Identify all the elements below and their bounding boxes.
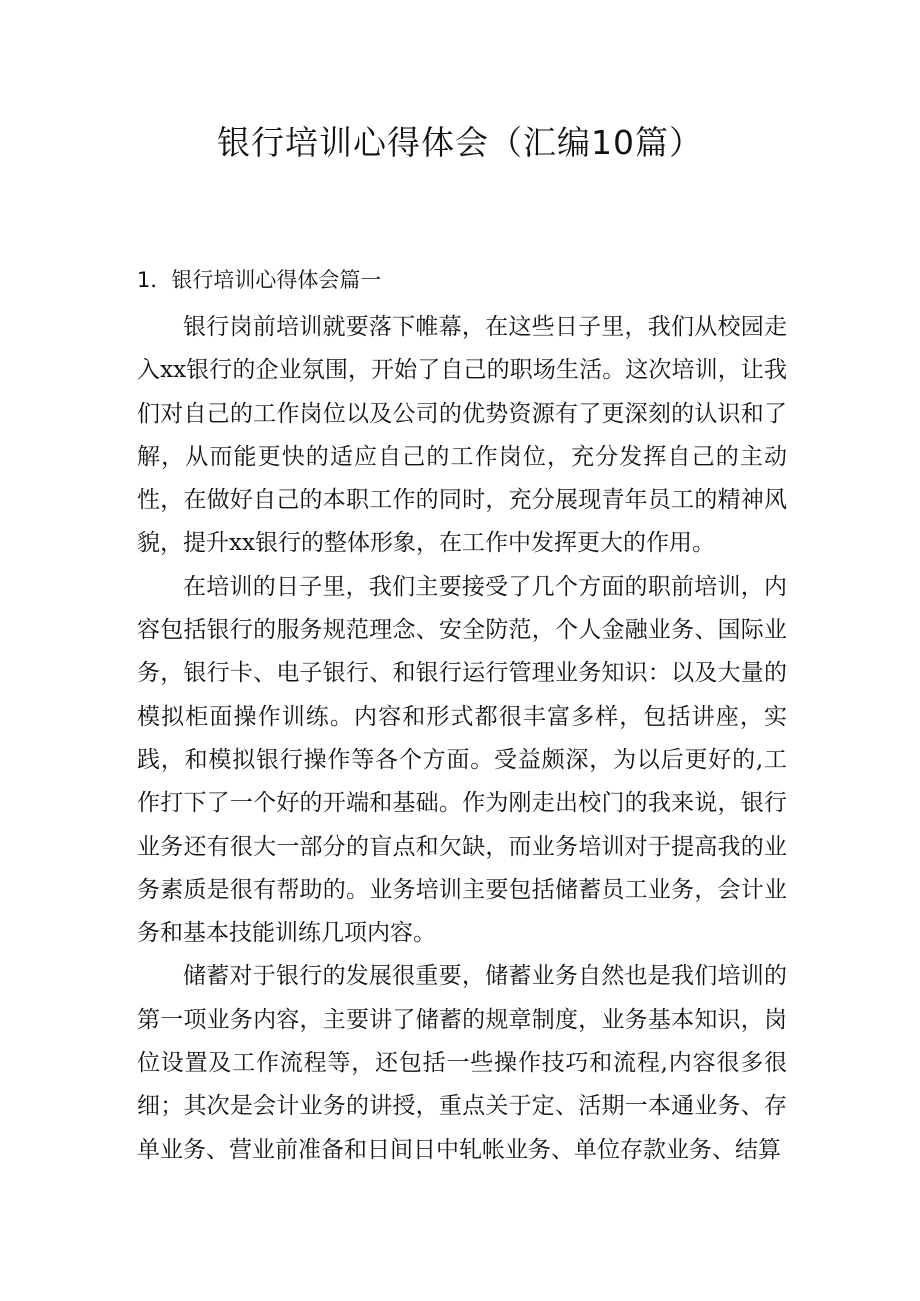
document-title: 银行培训心得体会（汇编10篇） [217, 123, 703, 162]
body-paragraph: 银行岗前培训就要落下帷幕，在这些日子里，我们从校园走入xx银行的企业氛围，开始了自己的职场生活。这次培训，让我们对自己的工作岗位以及公司的优势资源有了更深刻的认识和了解，从而能更快的适应自己的工作岗位，充分发挥自己的主动性，在做好自己的本职工作的同时，充分展现青年员工的精神风貌，提升xx银行的整体形象，在工作中发挥更大的作用。 [137, 314, 787, 557]
body-paragraph: 储蓄对于银行的发展很重要，储蓄业务自然也是我们培训的第一项业务内容，主要讲了储蓄的规章制度，业务基本知识，岗位设置及工作流程等，还包括一些操作技巧和流程,内容很多很细；其次是会计业务的讲授，重点关于定、活期一本通业务、存单业务、营业前准备和日间日中轧帐业务、单位存款业务、结算 [137, 963, 787, 1163]
document-body [137, 306, 787, 1172]
section-heading: 1．银行培训心得体会篇一 [137, 268, 382, 292]
body-paragraph: 在培训的日子里，我们主要接受了几个方面的职前培训，内容包括银行的服务规范理念、安全防范，个人金融业务、国际业务，银行卡、电子银行、和银行运行管理业务知识：以及大量的模拟柜面操作训练。内容和形式都很丰富多样，包括讲座，实践，和模拟银行操作等各个方面。受益颇深，为以后更好的,工作打下了一个好的开端和基础。作为刚走出校门的我来说，银行业务还有很大一部分的盲点和欠缺，而业务培训对于提高我的业务素质是很有帮助的。业务培训主要包括储蓄员工业务，会计业务和基本技能训练几项内容。 [137, 573, 787, 947]
